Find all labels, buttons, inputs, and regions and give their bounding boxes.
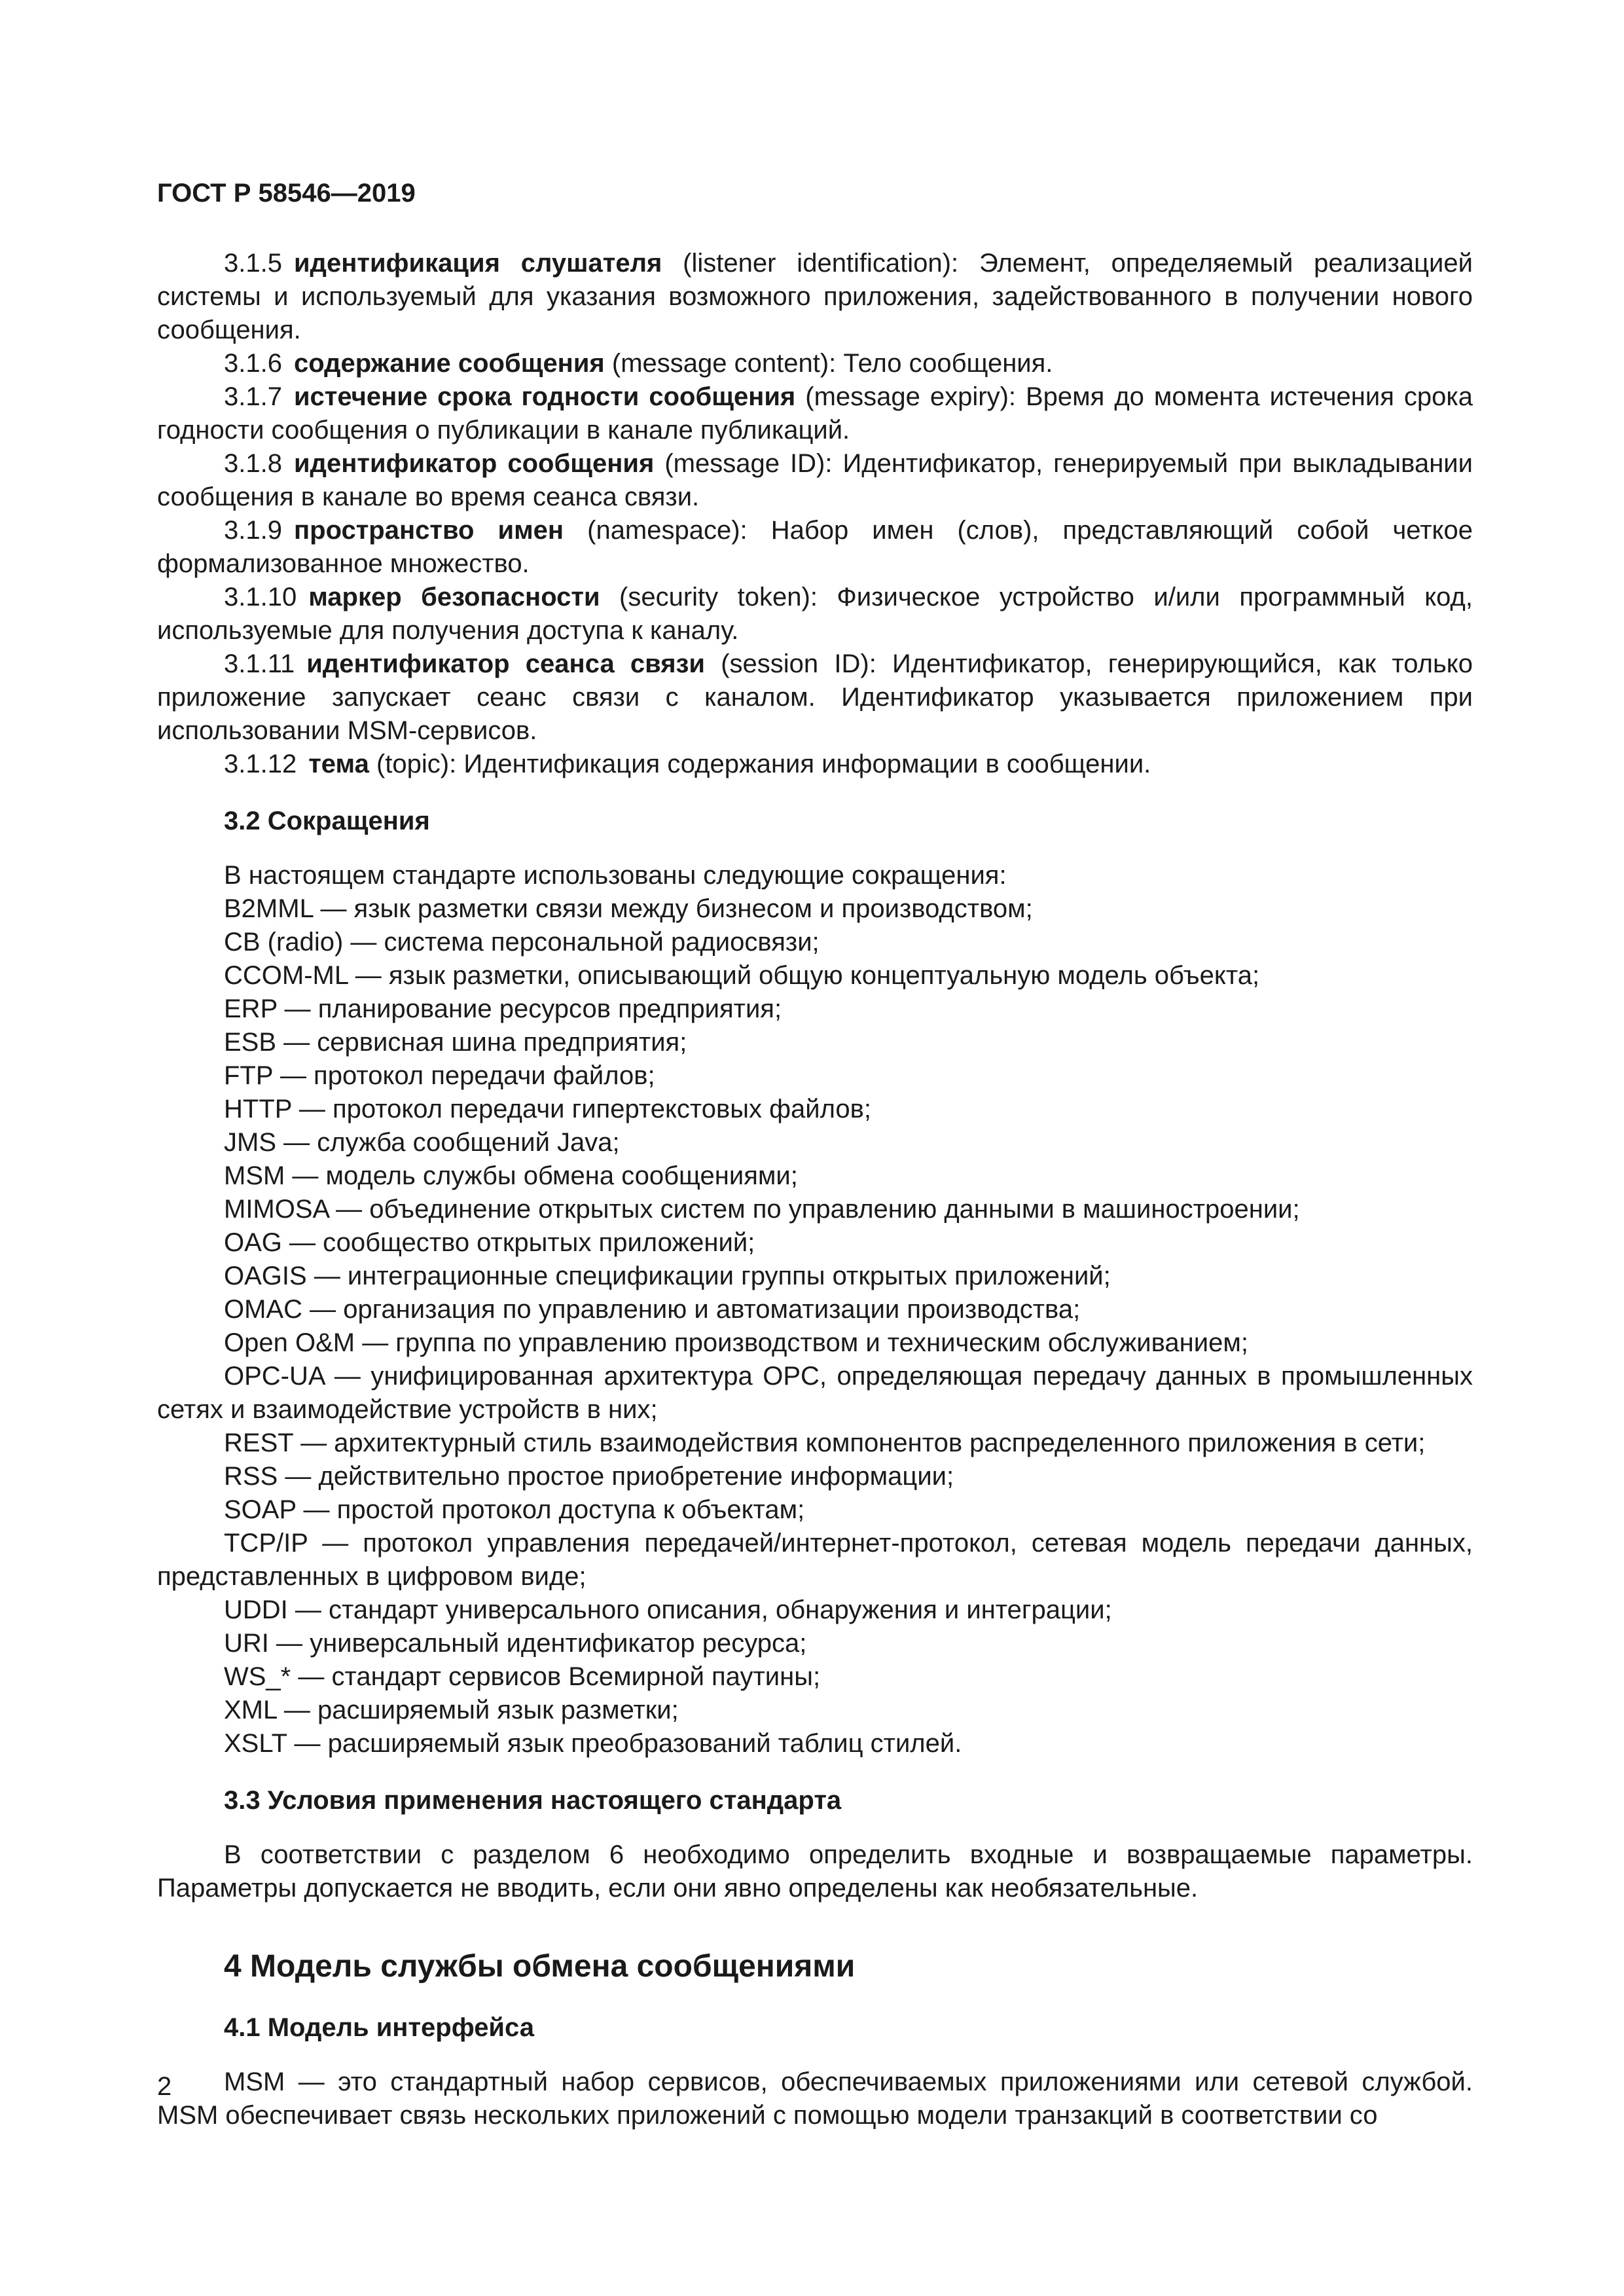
term-number: 3.1.9 xyxy=(224,516,282,545)
term-definition: (message expiry): Время до момента истечения срока годности сообщения о публикации в канале публикаций. xyxy=(157,382,1473,445)
list-item: CCOM-ML — язык разметки, описывающий общую концептуальную модель объекта; xyxy=(224,961,1260,990)
term-definition: (message content): Тело сообщения. xyxy=(604,349,1053,378)
terms-list xyxy=(157,247,1473,781)
term-name: истечение срока годности сообщения xyxy=(293,382,796,411)
list-item: XML — расширяемый язык разметки; xyxy=(224,1696,679,1724)
list-item: UDDI — стандарт универсального описания, обнаружения и интеграции; xyxy=(224,1595,1112,1624)
section-4-1-title: 4.1 Модель интерфейса xyxy=(224,2013,535,2042)
term-definition: (listener identification): Элемент, определяемый реализацией системы и используемый для указания возможного приложения, задействованного в получении нового сообщения. xyxy=(157,249,1473,344)
term-name: маркер безопасности xyxy=(308,583,600,611)
section-3-3-title: 3.3 Условия применения настоящего стандарта xyxy=(224,1786,842,1815)
list-item: OMAC — организация по управлению и автоматизации производства; xyxy=(224,1295,1081,1324)
term-definition: (namespace): Набор имен (слов), представляющий собой четкое формализованное множество. xyxy=(157,516,1473,578)
abbreviations-list xyxy=(157,859,1473,1760)
list-item: Open O&M — группа по управлению производством и техническим обслуживанием; xyxy=(224,1328,1248,1357)
term-3-1-6 xyxy=(157,347,1473,380)
term-name: идентификатор сообщения xyxy=(293,449,655,478)
list-item: URI — универсальный идентификатор ресурса; xyxy=(224,1629,807,1658)
term-number: 3.1.12 xyxy=(224,750,297,778)
list-item: CB (radio) — система персональной радиосвязи; xyxy=(224,928,820,957)
list-item: SOAP — простой протокол доступа к объектам; xyxy=(224,1495,805,1524)
term-3-1-12 xyxy=(157,748,1473,781)
list-item: ESB — сервисная шина предприятия; xyxy=(224,1028,687,1057)
term-name: идентификатор сеанса связи xyxy=(306,649,706,678)
list-item: ERP — планирование ресурсов предприятия; xyxy=(224,994,782,1023)
term-definition: (message ID): Идентификатор, генерируемый при выкладывании сообщения в канале во время сеанса связи. xyxy=(157,449,1473,511)
term-3-1-11 xyxy=(157,647,1473,748)
list-item: XSLT — расширяемый язык преобразований таблиц стилей. xyxy=(224,1729,962,1758)
term-3-1-7 xyxy=(157,380,1473,447)
abbreviations-intro: В настоящем стандарте использованы следующие сокращения: xyxy=(224,861,1007,890)
list-item: WS_* — стандарт сервисов Всемирной паутины; xyxy=(224,1662,821,1691)
document-page xyxy=(157,177,1473,2132)
term-number: 3.1.7 xyxy=(224,382,282,411)
section-4-1-text: MSM — это стандартный набор сервисов, обеспечиваемых приложениями или сетевой службой. MSM обеспечивает связь нескольких приложений с помощью модели транзакций в соответствии со xyxy=(157,2068,1473,2130)
list-item: JMS — служба сообщений Java; xyxy=(224,1128,620,1157)
term-name: тема xyxy=(308,750,369,778)
term-definition: (session ID): Идентификатор, генерирующийся, как только приложение запускает сеанс связи с каналом. Идентификатор указывается приложением при использовании MSM-сервисов. xyxy=(157,649,1473,745)
term-name: пространство имен xyxy=(293,516,564,545)
list-item: REST — архитектурный стиль взаимодействия компонентов распределенного приложения в сети; xyxy=(224,1429,1426,1457)
term-3-1-8 xyxy=(157,447,1473,514)
term-number: 3.1.10 xyxy=(224,583,297,611)
term-definition: (security token): Физическое устройство и/или программный код, используемые для получения доступа к каналу. xyxy=(157,583,1473,645)
term-name: содержание сообщения xyxy=(293,349,605,378)
document-id-header: ГОСТ Р 58546—2019 xyxy=(157,179,416,208)
list-item: MSM — модель службы обмена сообщениями; xyxy=(224,1161,798,1190)
list-item: B2MML — язык разметки связи между бизнесом и производством; xyxy=(224,894,1033,923)
list-item: MIMOSA — объединение открытых систем по управлению данными в машиностроении; xyxy=(224,1195,1300,1224)
term-number: 3.1.11 xyxy=(224,649,295,678)
section-3-3-text: В соответствии с разделом 6 необходимо определить входные и возвращаемые параметры. Параметры допускается не вводить, если они явно определены как необязательные. xyxy=(157,1840,1473,1903)
term-definition: (topic): Идентификация содержания информации в сообщении. xyxy=(369,750,1151,778)
list-item: RSS — действительно простое приобретение информации; xyxy=(224,1462,954,1491)
list-item: OPC-UA — унифицированная архитектура OPC, определяющая передачу данных в промышленных сетях и взаимодействие устройств в них; xyxy=(157,1362,1473,1424)
term-number: 3.1.8 xyxy=(224,449,282,478)
term-name: идентификация слушателя xyxy=(293,249,662,278)
list-item: OAGIS — интеграционные спецификации группы открытых приложений; xyxy=(224,1262,1111,1290)
term-3-1-9 xyxy=(157,514,1473,581)
term-number: 3.1.6 xyxy=(224,349,282,378)
term-3-1-10 xyxy=(157,581,1473,647)
list-item: TCP/IP — протокол управления передачей/интернет-протокол, сетевая модель передачи данных, представленных в цифровом виде; xyxy=(157,1529,1473,1591)
section-4-title: 4 Модель службы обмена сообщениями xyxy=(224,1949,856,1984)
list-item: HTTP — протокол передачи гипертекстовых файлов; xyxy=(224,1095,872,1123)
term-3-1-5 xyxy=(157,247,1473,347)
list-item: FTP — протокол передачи файлов; xyxy=(224,1061,655,1090)
section-3-2-title: 3.2 Сокращения xyxy=(224,807,430,835)
page-number: 2 xyxy=(157,2072,172,2101)
term-number: 3.1.5 xyxy=(224,249,282,278)
list-item: OAG — сообщество открытых приложений; xyxy=(224,1228,755,1257)
